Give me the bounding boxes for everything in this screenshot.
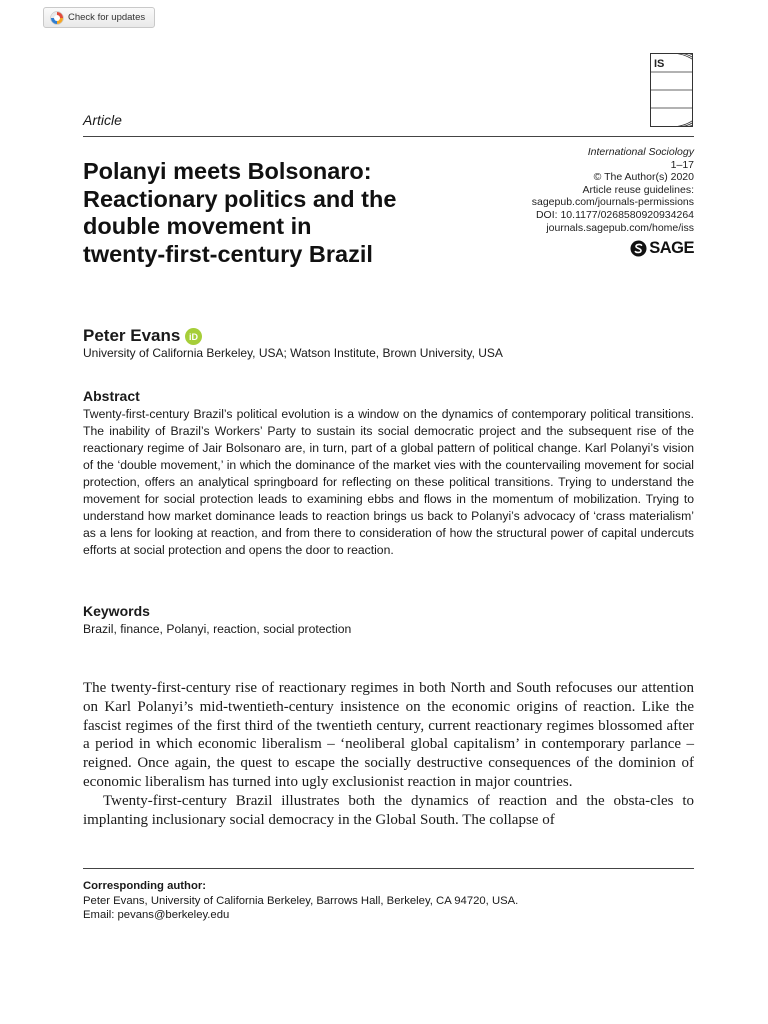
author-line: [83, 326, 202, 346]
author-affiliation: University of California Berkeley, USA; Watson Institute, Brown University, USA: [83, 346, 503, 360]
copyright: © The Author(s) 2020: [593, 171, 694, 184]
abstract-heading: Abstract: [83, 388, 140, 404]
journal-meta: [532, 146, 694, 234]
page-range: 1–17: [670, 158, 694, 171]
sage-icon: [630, 240, 647, 257]
title-line: Reactionary politics and the: [83, 185, 397, 212]
body-text: [83, 679, 694, 829]
corresponding-author-address: Peter Evans, University of California Berkeley, Barrows Hall, Berkeley, CA 94720, USA.: [83, 894, 519, 907]
reuse-label: Article reuse guidelines:: [582, 183, 694, 196]
corresponding-author-email[interactable]: Email: pevans@berkeley.edu: [83, 909, 230, 921]
keywords-heading: Keywords: [83, 603, 150, 619]
check-for-updates-label: Check for updates: [68, 12, 146, 23]
corresponding-author-heading: Corresponding author:: [83, 880, 207, 892]
body-paragraph: Twenty-first-century Brazil illustrates both the dynamics of reaction and the obsta-cles to implanting inclusionary social democracy in the Global South. The collapse of: [83, 792, 694, 828]
journal-logo: [650, 53, 693, 127]
check-updates-icon: [50, 11, 64, 25]
corresponding-author-note: [83, 879, 518, 923]
publisher-logo: [630, 239, 694, 258]
header-rule: [83, 136, 694, 137]
title-line: Polanyi meets Bolsonaro:: [83, 158, 372, 184]
article-type-label: Article: [83, 112, 122, 128]
orcid-label: iD: [189, 331, 199, 342]
title-line: twenty-first-century Brazil: [83, 240, 373, 267]
doi[interactable]: DOI: 10.1177/0268580920934264: [535, 208, 694, 221]
abstract-text: Twenty-first-century Brazil’s political evolution is a window on the dynamics of contemporary political transitions. The inability of Brazil’s Workers’ Party to sustain its social democratic project and the subsequent rise of the reactionary regime of Jair Bolsonaro are, in turn, part of a global pattern of political change. Karl Polanyi’s vision of the ‘double movement,’ in which the dominance of the market vies with the countervailing movement for social protection, offers an analytical springboard for reflecting on these political transitions. Trying to understand the movement for social protection leads to examining ebbs and flows in the momentum of mobilization. Trying to understand how market dominance leads to reaction brings us back to Polanyi’s advocacy of ‘crass materialism’ as a lens for looking at reaction, and from there to consideration of how the structural power of capital undercuts efforts at social protection and opens the door to reaction.: [83, 407, 694, 557]
journal-name: International Sociology: [587, 146, 694, 158]
permissions-link[interactable]: sagepub.com/journals-permissions: [531, 196, 694, 209]
body-paragraph: The twenty-first-century rise of reactionary regimes in both North and South refocuses our attention on Karl Polanyi’s mid-twentieth-century insistence on the economic origins of reaction. Like the fascist regimes of the first third of the twentieth century, current reactionary regimes blossomed after a period in which economic liberalism – ‘neoliberal global capitalism’ in contemporary parlance – reigned. Once again, the quest to escape the socially destructive consequences of the dominion of economic liberalism has turned into ugly exclusionist reaction in major countries.: [83, 680, 694, 790]
footnote-rule: [83, 868, 694, 869]
logo-text: IS: [654, 58, 665, 70]
check-for-updates-button[interactable]: [43, 7, 155, 28]
orcid-icon[interactable]: [185, 328, 202, 345]
journal-homepage-link[interactable]: journals.sagepub.com/home/iss: [546, 221, 694, 234]
title-line: double movement in: [83, 213, 312, 239]
author-name: Peter Evans: [83, 326, 181, 345]
publisher-name: SAGE: [649, 239, 694, 257]
keywords-list: Brazil, finance, Polanyi, reaction, social protection: [83, 622, 352, 636]
article-title: [83, 158, 483, 268]
